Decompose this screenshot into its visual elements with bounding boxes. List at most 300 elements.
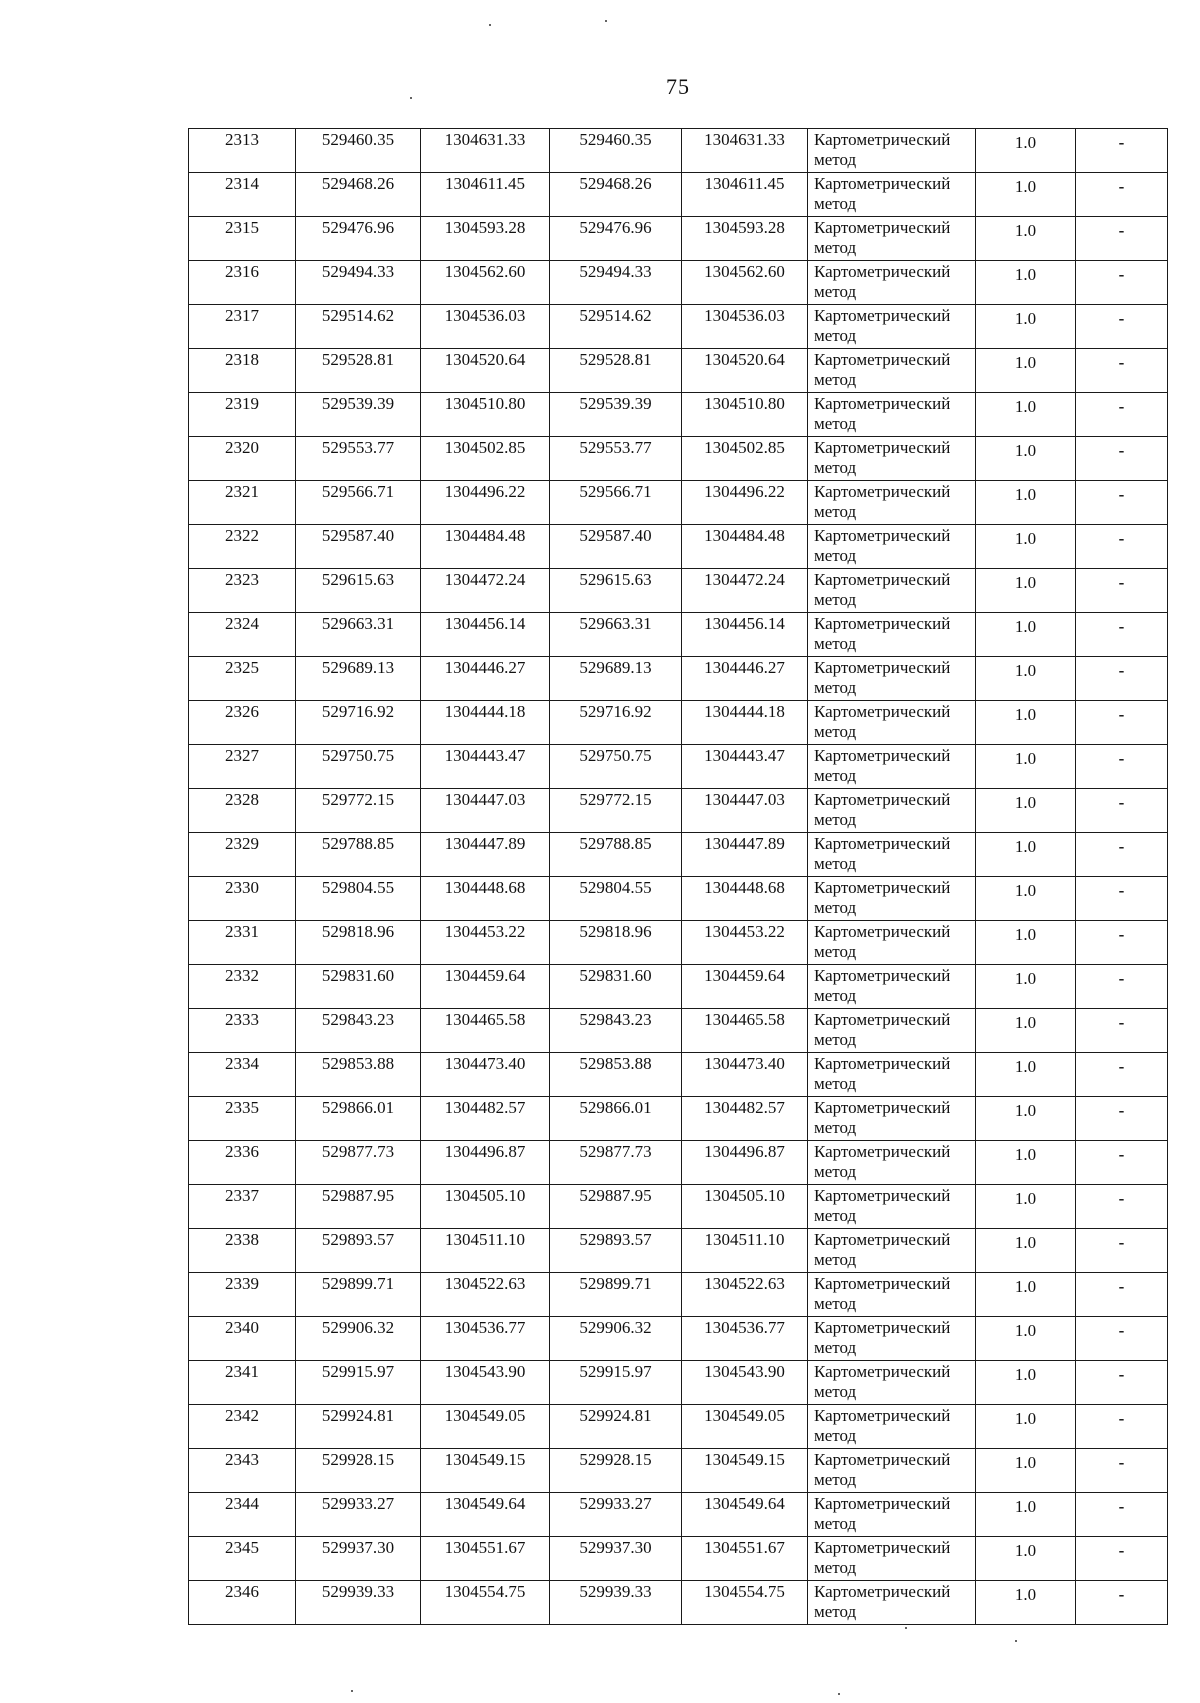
method-line2: метод [814, 1206, 857, 1225]
description-cell: - [1076, 217, 1168, 261]
y-coordinate-cell: 1304447.03 [421, 789, 550, 833]
scan-speck [1015, 1640, 1017, 1642]
method-line1: Картометрический [814, 922, 951, 941]
method-line1: Картометрический [814, 1318, 951, 1337]
method-line1: Картометрический [814, 1450, 951, 1469]
x-coordinate-cell: 529476.96 [296, 217, 421, 261]
table-row [189, 1317, 1168, 1361]
method-line2: метод [814, 1514, 857, 1533]
y-coordinate-cell: 1304447.89 [682, 833, 808, 877]
description-cell: - [1076, 1009, 1168, 1053]
table-row [189, 1405, 1168, 1449]
x-coordinate-cell: 529915.97 [296, 1361, 421, 1405]
point-number-cell: 2334 [189, 1053, 296, 1097]
description-cell: - [1076, 1405, 1168, 1449]
method-cell [808, 1449, 976, 1493]
point-number-cell: 2325 [189, 657, 296, 701]
y-coordinate-cell: 1304536.03 [682, 305, 808, 349]
y-coordinate-cell: 1304520.64 [421, 349, 550, 393]
x-coordinate-cell: 529494.33 [550, 261, 682, 305]
y-coordinate-cell: 1304543.90 [421, 1361, 550, 1405]
table-row [189, 833, 1168, 877]
y-coordinate-cell: 1304502.85 [421, 437, 550, 481]
table-row [189, 1185, 1168, 1229]
table-row [189, 921, 1168, 965]
y-coordinate-cell: 1304443.47 [682, 745, 808, 789]
point-number-cell: 2317 [189, 305, 296, 349]
description-cell: - [1076, 1449, 1168, 1493]
x-coordinate-cell: 529468.26 [296, 173, 421, 217]
y-coordinate-cell: 1304551.67 [682, 1537, 808, 1581]
x-coordinate-cell: 529937.30 [550, 1537, 682, 1581]
y-coordinate-cell: 1304453.22 [421, 921, 550, 965]
y-coordinate-cell: 1304446.27 [421, 657, 550, 701]
y-coordinate-cell: 1304522.63 [682, 1273, 808, 1317]
method-line1: Картометрический [814, 746, 951, 765]
y-coordinate-cell: 1304484.48 [682, 525, 808, 569]
accuracy-cell: 1.0 [976, 1361, 1076, 1405]
y-coordinate-cell: 1304456.14 [421, 613, 550, 657]
accuracy-cell: 1.0 [976, 1097, 1076, 1141]
method-cell [808, 1009, 976, 1053]
x-coordinate-cell: 529866.01 [550, 1097, 682, 1141]
y-coordinate-cell: 1304549.05 [682, 1405, 808, 1449]
method-line2: метод [814, 326, 857, 345]
method-cell [808, 1493, 976, 1537]
point-number-cell: 2336 [189, 1141, 296, 1185]
method-cell [808, 965, 976, 1009]
y-coordinate-cell: 1304472.24 [421, 569, 550, 613]
y-coordinate-cell: 1304551.67 [421, 1537, 550, 1581]
y-coordinate-cell: 1304536.77 [682, 1317, 808, 1361]
y-coordinate-cell: 1304562.60 [421, 261, 550, 305]
accuracy-cell: 1.0 [976, 921, 1076, 965]
accuracy-cell: 1.0 [976, 305, 1076, 349]
x-coordinate-cell: 529468.26 [550, 173, 682, 217]
x-coordinate-cell: 529539.39 [296, 393, 421, 437]
method-line2: метод [814, 1074, 857, 1093]
y-coordinate-cell: 1304549.64 [421, 1493, 550, 1537]
method-cell [808, 261, 976, 305]
x-coordinate-cell: 529928.15 [550, 1449, 682, 1493]
method-line2: метод [814, 414, 857, 433]
method-line1: Картометрический [814, 482, 951, 501]
x-coordinate-cell: 529831.60 [550, 965, 682, 1009]
method-line2: метод [814, 1558, 857, 1577]
x-coordinate-cell: 529539.39 [550, 393, 682, 437]
y-coordinate-cell: 1304543.90 [682, 1361, 808, 1405]
x-coordinate-cell: 529933.27 [296, 1493, 421, 1537]
x-coordinate-cell: 529853.88 [550, 1053, 682, 1097]
description-cell: - [1076, 1317, 1168, 1361]
method-cell [808, 569, 976, 613]
description-cell: - [1076, 261, 1168, 305]
method-line1: Картометрический [814, 1230, 951, 1249]
description-cell: - [1076, 657, 1168, 701]
y-coordinate-cell: 1304520.64 [682, 349, 808, 393]
x-coordinate-cell: 529818.96 [296, 921, 421, 965]
method-line1: Картометрический [814, 658, 951, 677]
description-cell: - [1076, 701, 1168, 745]
y-coordinate-cell: 1304473.40 [682, 1053, 808, 1097]
accuracy-cell: 1.0 [976, 965, 1076, 1009]
method-line2: метод [814, 1382, 857, 1401]
method-line1: Картометрический [814, 1362, 951, 1381]
method-line1: Картометрический [814, 1538, 951, 1557]
x-coordinate-cell: 529772.15 [550, 789, 682, 833]
description-cell: - [1076, 1581, 1168, 1625]
description-cell: - [1076, 569, 1168, 613]
y-coordinate-cell: 1304549.64 [682, 1493, 808, 1537]
coordinates-table [188, 128, 1168, 1625]
method-line2: метод [814, 854, 857, 873]
method-line1: Картометрический [814, 306, 951, 325]
y-coordinate-cell: 1304611.45 [421, 173, 550, 217]
method-line2: метод [814, 898, 857, 917]
method-cell [808, 1229, 976, 1273]
method-cell [808, 481, 976, 525]
method-cell [808, 305, 976, 349]
method-cell [808, 833, 976, 877]
y-coordinate-cell: 1304448.68 [682, 877, 808, 921]
y-coordinate-cell: 1304510.80 [682, 393, 808, 437]
method-cell [808, 921, 976, 965]
description-cell: - [1076, 1053, 1168, 1097]
x-coordinate-cell: 529716.92 [550, 701, 682, 745]
x-coordinate-cell: 529689.13 [296, 657, 421, 701]
x-coordinate-cell: 529831.60 [296, 965, 421, 1009]
y-coordinate-cell: 1304505.10 [421, 1185, 550, 1229]
x-coordinate-cell: 529476.96 [550, 217, 682, 261]
accuracy-cell: 1.0 [976, 1405, 1076, 1449]
method-line2: метод [814, 238, 857, 257]
method-line2: метод [814, 1602, 857, 1621]
description-cell: - [1076, 481, 1168, 525]
point-number-cell: 2345 [189, 1537, 296, 1581]
x-coordinate-cell: 529566.71 [296, 481, 421, 525]
x-coordinate-cell: 529937.30 [296, 1537, 421, 1581]
x-coordinate-cell: 529843.23 [550, 1009, 682, 1053]
y-coordinate-cell: 1304472.24 [682, 569, 808, 613]
y-coordinate-cell: 1304453.22 [682, 921, 808, 965]
x-coordinate-cell: 529689.13 [550, 657, 682, 701]
y-coordinate-cell: 1304448.68 [421, 877, 550, 921]
point-number-cell: 2324 [189, 613, 296, 657]
description-cell: - [1076, 525, 1168, 569]
accuracy-cell: 1.0 [976, 349, 1076, 393]
table-row [189, 1449, 1168, 1493]
accuracy-cell: 1.0 [976, 525, 1076, 569]
table-row [189, 789, 1168, 833]
x-coordinate-cell: 529772.15 [296, 789, 421, 833]
accuracy-cell: 1.0 [976, 1493, 1076, 1537]
y-coordinate-cell: 1304562.60 [682, 261, 808, 305]
y-coordinate-cell: 1304447.89 [421, 833, 550, 877]
method-line1: Картометрический [814, 1274, 951, 1293]
x-coordinate-cell: 529663.31 [296, 613, 421, 657]
method-line2: метод [814, 634, 857, 653]
method-line2: метод [814, 942, 857, 961]
table-row [189, 1273, 1168, 1317]
point-number-cell: 2318 [189, 349, 296, 393]
x-coordinate-cell: 529804.55 [296, 877, 421, 921]
point-number-cell: 2313 [189, 129, 296, 173]
point-number-cell: 2341 [189, 1361, 296, 1405]
method-cell [808, 1273, 976, 1317]
method-line2: метод [814, 502, 857, 521]
table-row [189, 173, 1168, 217]
point-number-cell: 2314 [189, 173, 296, 217]
table-row [189, 481, 1168, 525]
accuracy-cell: 1.0 [976, 1053, 1076, 1097]
point-number-cell: 2328 [189, 789, 296, 833]
method-cell [808, 1185, 976, 1229]
method-cell [808, 1405, 976, 1449]
x-coordinate-cell: 529924.81 [296, 1405, 421, 1449]
y-coordinate-cell: 1304502.85 [682, 437, 808, 481]
point-number-cell: 2331 [189, 921, 296, 965]
accuracy-cell: 1.0 [976, 745, 1076, 789]
method-cell [808, 789, 976, 833]
table-row [189, 1097, 1168, 1141]
method-cell [808, 745, 976, 789]
table-row [189, 1537, 1168, 1581]
y-coordinate-cell: 1304456.14 [682, 613, 808, 657]
method-cell [808, 525, 976, 569]
x-coordinate-cell: 529906.32 [296, 1317, 421, 1361]
method-line2: метод [814, 722, 857, 741]
point-number-cell: 2342 [189, 1405, 296, 1449]
y-coordinate-cell: 1304593.28 [421, 217, 550, 261]
coordinates-table-body [189, 129, 1168, 1625]
description-cell: - [1076, 129, 1168, 173]
y-coordinate-cell: 1304465.58 [421, 1009, 550, 1053]
method-cell [808, 613, 976, 657]
x-coordinate-cell: 529877.73 [550, 1141, 682, 1185]
table-row [189, 1581, 1168, 1625]
method-cell [808, 437, 976, 481]
method-cell [808, 701, 976, 745]
description-cell: - [1076, 305, 1168, 349]
y-coordinate-cell: 1304505.10 [682, 1185, 808, 1229]
table-row [189, 657, 1168, 701]
description-cell: - [1076, 745, 1168, 789]
accuracy-cell: 1.0 [976, 1009, 1076, 1053]
y-coordinate-cell: 1304459.64 [421, 965, 550, 1009]
method-line2: метод [814, 986, 857, 1005]
method-cell [808, 393, 976, 437]
method-line2: метод [814, 194, 857, 213]
point-number-cell: 2344 [189, 1493, 296, 1537]
method-line1: Картометрический [814, 130, 951, 149]
description-cell: - [1076, 437, 1168, 481]
x-coordinate-cell: 529750.75 [550, 745, 682, 789]
scan-speck [351, 1690, 353, 1692]
x-coordinate-cell: 529663.31 [550, 613, 682, 657]
x-coordinate-cell: 529460.35 [550, 129, 682, 173]
y-coordinate-cell: 1304511.10 [682, 1229, 808, 1273]
y-coordinate-cell: 1304554.75 [682, 1581, 808, 1625]
point-number-cell: 2339 [189, 1273, 296, 1317]
accuracy-cell: 1.0 [976, 173, 1076, 217]
description-cell: - [1076, 1141, 1168, 1185]
accuracy-cell: 1.0 [976, 393, 1076, 437]
method-line1: Картометрический [814, 1582, 951, 1601]
y-coordinate-cell: 1304459.64 [682, 965, 808, 1009]
y-coordinate-cell: 1304549.15 [682, 1449, 808, 1493]
scan-speck [838, 1693, 840, 1695]
point-number-cell: 2338 [189, 1229, 296, 1273]
accuracy-cell: 1.0 [976, 613, 1076, 657]
table-row [189, 965, 1168, 1009]
x-coordinate-cell: 529553.77 [550, 437, 682, 481]
x-coordinate-cell: 529915.97 [550, 1361, 682, 1405]
point-number-cell: 2319 [189, 393, 296, 437]
method-line1: Картометрический [814, 394, 951, 413]
x-coordinate-cell: 529928.15 [296, 1449, 421, 1493]
accuracy-cell: 1.0 [976, 1317, 1076, 1361]
x-coordinate-cell: 529887.95 [550, 1185, 682, 1229]
method-line1: Картометрический [814, 438, 951, 457]
table-row [189, 1493, 1168, 1537]
point-number-cell: 2316 [189, 261, 296, 305]
x-coordinate-cell: 529528.81 [296, 349, 421, 393]
x-coordinate-cell: 529899.71 [550, 1273, 682, 1317]
method-cell [808, 1537, 976, 1581]
method-cell [808, 877, 976, 921]
point-number-cell: 2326 [189, 701, 296, 745]
method-line1: Картометрический [814, 1098, 951, 1117]
description-cell: - [1076, 1185, 1168, 1229]
y-coordinate-cell: 1304611.45 [682, 173, 808, 217]
accuracy-cell: 1.0 [976, 657, 1076, 701]
description-cell: - [1076, 349, 1168, 393]
method-line2: метод [814, 1470, 857, 1489]
method-line2: метод [814, 1426, 857, 1445]
y-coordinate-cell: 1304554.75 [421, 1581, 550, 1625]
table-row [189, 569, 1168, 613]
description-cell: - [1076, 1273, 1168, 1317]
method-line1: Картометрический [814, 1494, 951, 1513]
description-cell: - [1076, 173, 1168, 217]
method-line2: метод [814, 1294, 857, 1313]
table-row [189, 261, 1168, 305]
x-coordinate-cell: 529788.85 [296, 833, 421, 877]
y-coordinate-cell: 1304549.15 [421, 1449, 550, 1493]
method-cell [808, 129, 976, 173]
method-line1: Картометрический [814, 218, 951, 237]
description-cell: - [1076, 1361, 1168, 1405]
accuracy-cell: 1.0 [976, 1449, 1076, 1493]
accuracy-cell: 1.0 [976, 437, 1076, 481]
x-coordinate-cell: 529939.33 [550, 1581, 682, 1625]
table-row [189, 349, 1168, 393]
method-line1: Картометрический [814, 1142, 951, 1161]
y-coordinate-cell: 1304473.40 [421, 1053, 550, 1097]
x-coordinate-cell: 529906.32 [550, 1317, 682, 1361]
point-number-cell: 2343 [189, 1449, 296, 1493]
point-number-cell: 2333 [189, 1009, 296, 1053]
accuracy-cell: 1.0 [976, 701, 1076, 745]
method-line1: Картометрический [814, 526, 951, 545]
point-number-cell: 2330 [189, 877, 296, 921]
table-row [189, 525, 1168, 569]
method-line2: метод [814, 678, 857, 697]
table-row [189, 613, 1168, 657]
x-coordinate-cell: 529494.33 [296, 261, 421, 305]
method-cell [808, 1581, 976, 1625]
x-coordinate-cell: 529853.88 [296, 1053, 421, 1097]
x-coordinate-cell: 529615.63 [296, 569, 421, 613]
accuracy-cell: 1.0 [976, 1581, 1076, 1625]
method-line2: метод [814, 1338, 857, 1357]
x-coordinate-cell: 529587.40 [296, 525, 421, 569]
method-line2: метод [814, 1118, 857, 1137]
x-coordinate-cell: 529899.71 [296, 1273, 421, 1317]
table-row [189, 393, 1168, 437]
x-coordinate-cell: 529818.96 [550, 921, 682, 965]
scan-speck [410, 97, 412, 99]
x-coordinate-cell: 529750.75 [296, 745, 421, 789]
table-row [189, 1009, 1168, 1053]
accuracy-cell: 1.0 [976, 877, 1076, 921]
y-coordinate-cell: 1304511.10 [421, 1229, 550, 1273]
description-cell: - [1076, 393, 1168, 437]
accuracy-cell: 1.0 [976, 1229, 1076, 1273]
description-cell: - [1076, 789, 1168, 833]
method-cell [808, 1361, 976, 1405]
method-line1: Картометрический [814, 1186, 951, 1205]
y-coordinate-cell: 1304447.03 [682, 789, 808, 833]
x-coordinate-cell: 529843.23 [296, 1009, 421, 1053]
method-line1: Картометрический [814, 966, 951, 985]
x-coordinate-cell: 529893.57 [550, 1229, 682, 1273]
x-coordinate-cell: 529877.73 [296, 1141, 421, 1185]
table-row [189, 305, 1168, 349]
method-cell [808, 1141, 976, 1185]
point-number-cell: 2335 [189, 1097, 296, 1141]
method-line2: метод [814, 590, 857, 609]
y-coordinate-cell: 1304510.80 [421, 393, 550, 437]
accuracy-cell: 1.0 [976, 569, 1076, 613]
point-number-cell: 2340 [189, 1317, 296, 1361]
y-coordinate-cell: 1304443.47 [421, 745, 550, 789]
accuracy-cell: 1.0 [976, 1185, 1076, 1229]
method-cell [808, 1317, 976, 1361]
x-coordinate-cell: 529615.63 [550, 569, 682, 613]
method-cell [808, 173, 976, 217]
method-line1: Картометрический [814, 1054, 951, 1073]
accuracy-cell: 1.0 [976, 833, 1076, 877]
x-coordinate-cell: 529716.92 [296, 701, 421, 745]
accuracy-cell: 1.0 [976, 789, 1076, 833]
method-cell [808, 1053, 976, 1097]
x-coordinate-cell: 529924.81 [550, 1405, 682, 1449]
x-coordinate-cell: 529939.33 [296, 1581, 421, 1625]
scan-speck [605, 20, 607, 22]
point-number-cell: 2337 [189, 1185, 296, 1229]
description-cell: - [1076, 1229, 1168, 1273]
method-line1: Картометрический [814, 790, 951, 809]
y-coordinate-cell: 1304631.33 [682, 129, 808, 173]
y-coordinate-cell: 1304496.22 [682, 481, 808, 525]
x-coordinate-cell: 529566.71 [550, 481, 682, 525]
method-line1: Картометрический [814, 834, 951, 853]
x-coordinate-cell: 529893.57 [296, 1229, 421, 1273]
method-line1: Картометрический [814, 1406, 951, 1425]
accuracy-cell: 1.0 [976, 217, 1076, 261]
point-number-cell: 2321 [189, 481, 296, 525]
